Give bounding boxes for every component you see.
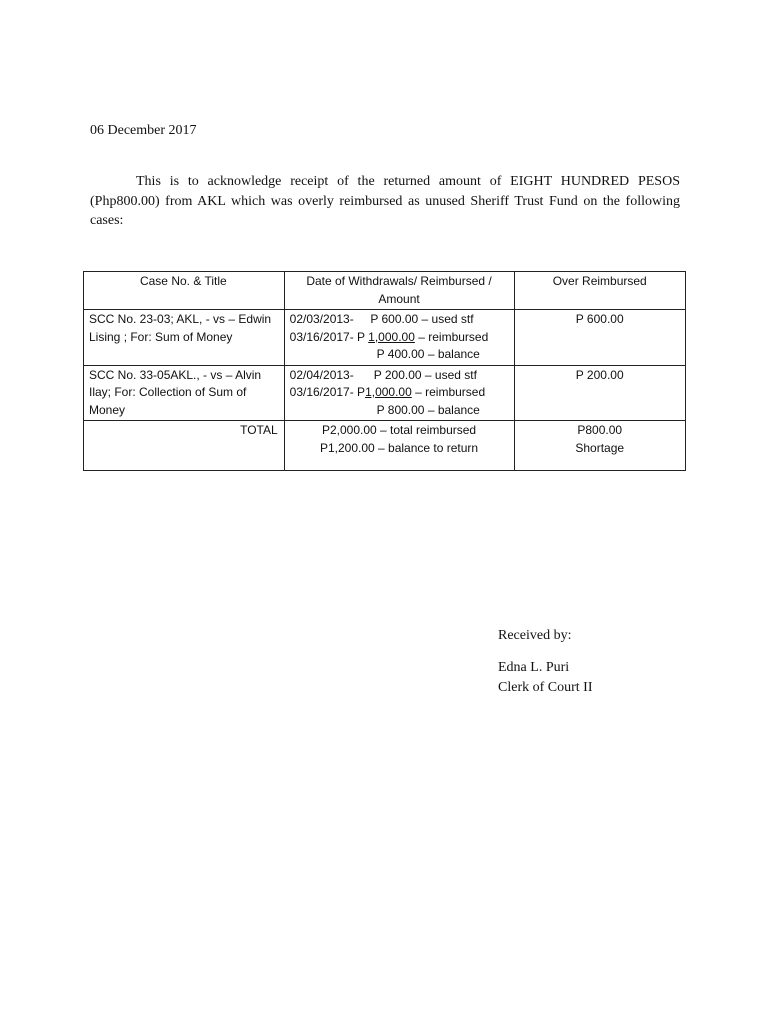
document-date: 06 December 2017 xyxy=(90,123,197,138)
header-case: Case No. & Title xyxy=(84,272,285,310)
balance-line: P 400.00 – balance xyxy=(376,347,480,361)
withdrawal-line xyxy=(290,367,509,385)
table-row xyxy=(84,310,686,366)
reimbursed-line xyxy=(290,384,509,402)
withdrawal-amount: P 200.00 – used stf xyxy=(373,367,477,382)
receiver-title: Clerk of Court II xyxy=(498,680,593,695)
signature-block xyxy=(498,626,592,698)
case-title: SCC No. 23-03; AKL, - vs – Edwin Lising ; For: Sum of Money xyxy=(84,310,285,366)
withdrawal-line xyxy=(290,311,509,329)
reimbursed-date: 03/16/2017- P xyxy=(289,329,369,344)
acknowledgement-paragraph: This is to acknowledge receipt of the returned amount of EIGHT HUNDRED PESOS (Php800.00) from AKL which was overly reimbursed as unused Sheriff Trust Fund on the following cases: xyxy=(90,174,680,228)
header-over-reimbursed: Over Reimbursed xyxy=(515,272,686,310)
cases-table xyxy=(83,271,686,471)
reimbursed-amount: 1,000.00 xyxy=(368,329,415,344)
shortage-label: Shortage xyxy=(575,440,625,455)
over-reimbursed-value: P 600.00 xyxy=(515,310,686,366)
withdrawal-date: 02/04/2013- xyxy=(289,367,354,382)
reimbursed-label: – reimbursed xyxy=(411,385,486,399)
table-row xyxy=(84,365,686,421)
total-reimbursed: P2,000.00 – total reimbursed xyxy=(321,423,477,437)
total-row xyxy=(84,421,686,471)
withdrawal-details xyxy=(284,310,515,366)
received-by-label: Received by: xyxy=(498,628,572,643)
withdrawal-amount: P 600.00 – used stf xyxy=(370,312,474,326)
reimbursed-label: – reimbursed xyxy=(414,329,489,344)
total-details xyxy=(284,421,515,471)
total-over-reimbursed xyxy=(515,421,686,471)
header-withdrawals: Date of Withdrawals/ Reimbursed / Amount xyxy=(284,272,515,310)
over-reimbursed-value: P 200.00 xyxy=(515,365,686,421)
reimbursed-date: 03/16/2017- P xyxy=(289,385,366,399)
balance-to-return: P1,200.00 – balance to return xyxy=(319,440,479,455)
table-header-row xyxy=(84,272,686,310)
reimbursed-amount: 1,000.00 xyxy=(365,385,412,399)
total-over-amount: P800.00 xyxy=(577,423,623,437)
reimbursed-line xyxy=(290,329,509,347)
balance-line: P 800.00 – balance xyxy=(376,402,480,417)
withdrawal-date: 02/03/2013- xyxy=(289,312,354,326)
receiver-name: Edna L. Puri xyxy=(498,660,570,675)
total-label: TOTAL xyxy=(84,421,285,471)
withdrawal-details xyxy=(284,365,515,421)
case-title: SCC No. 33-05AKL., - vs – Alvin Ilay; For: Collection of Sum of Money xyxy=(84,365,285,421)
